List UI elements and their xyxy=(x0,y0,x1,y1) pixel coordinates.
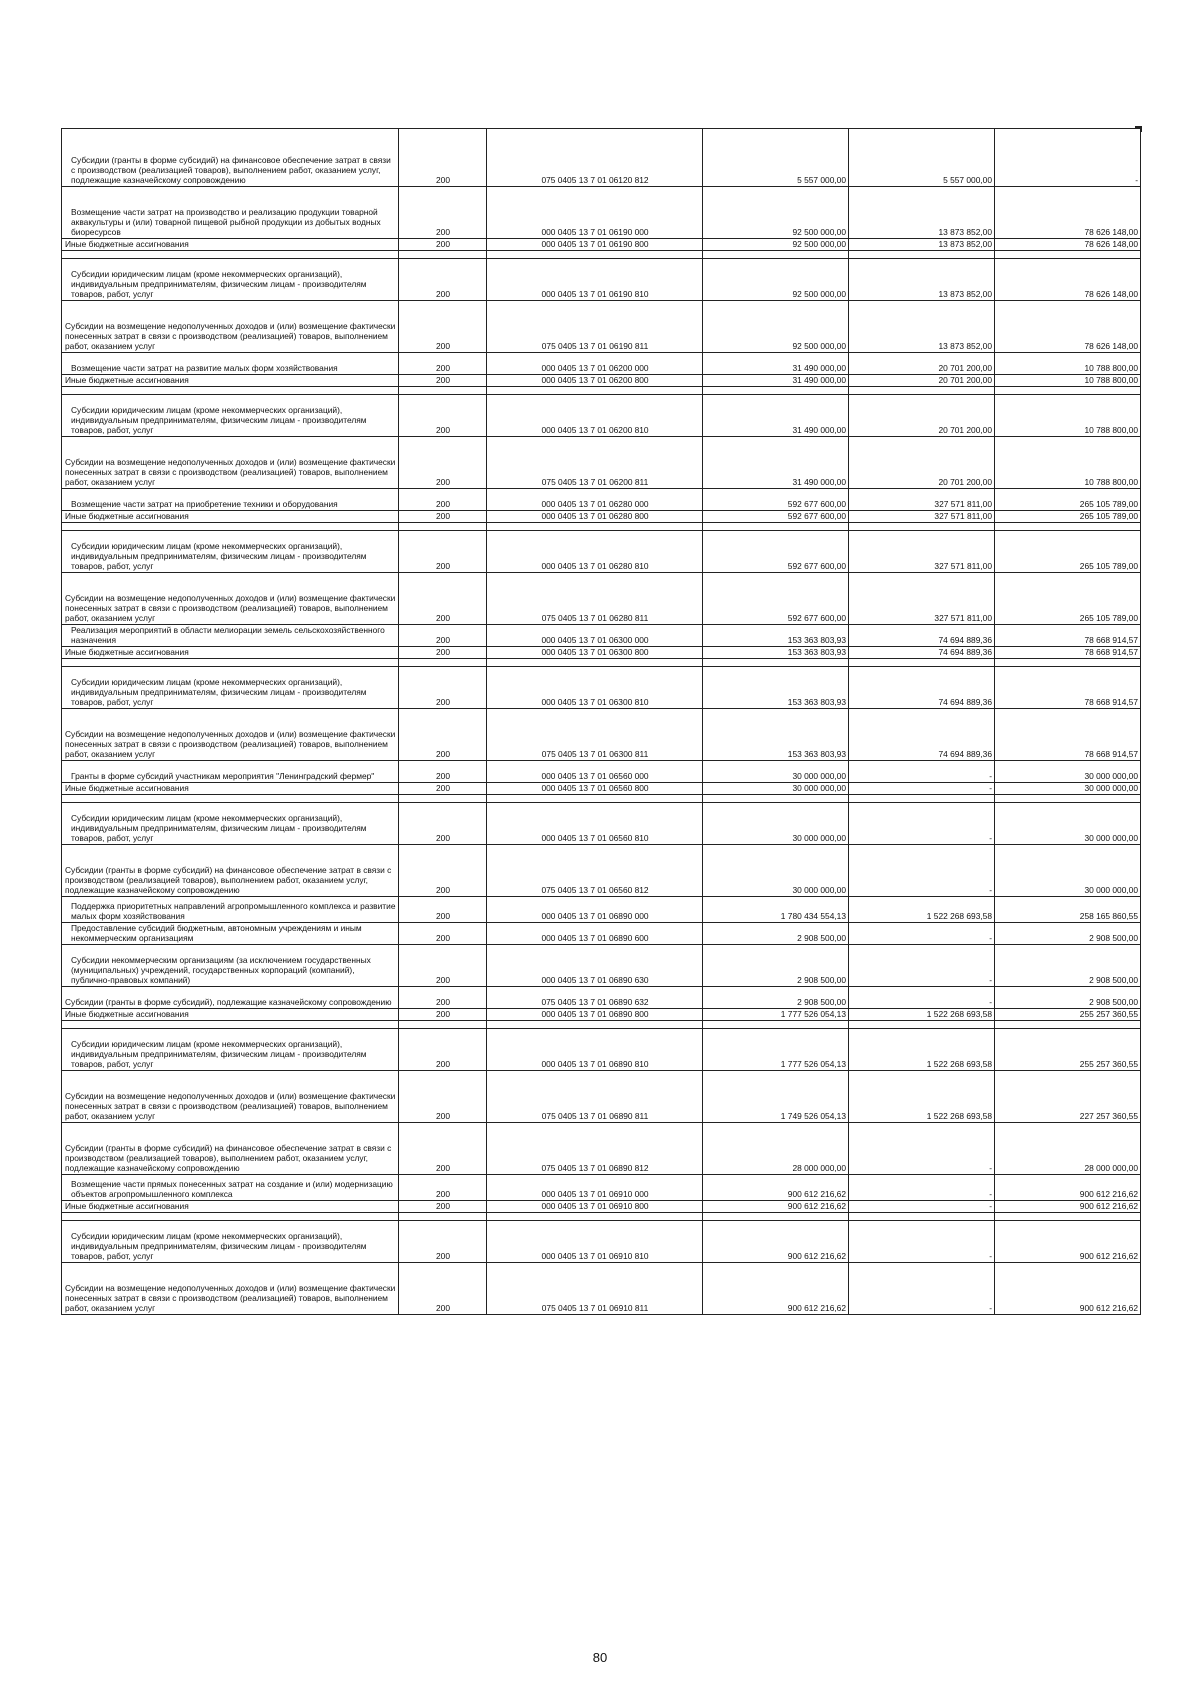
row-approved-amount: 592 677 600,00 xyxy=(703,511,849,523)
row-spacer xyxy=(62,1021,1141,1029)
row-executed-amount: 13 873 852,00 xyxy=(849,239,995,251)
row-code: 200 xyxy=(399,897,487,923)
row-spacer xyxy=(62,523,1141,531)
row-name: Иные бюджетные ассигнования xyxy=(62,375,399,387)
table-row xyxy=(62,437,1141,489)
row-code: 200 xyxy=(399,1029,487,1071)
row-unexecuted-amount: 10 788 800,00 xyxy=(995,375,1141,387)
row-budget-classification-code: 075 0405 13 7 01 06190 811 xyxy=(487,301,703,353)
row-approved-amount: 30 000 000,00 xyxy=(703,783,849,795)
row-budget-classification-code: 000 0405 13 7 01 06190 810 xyxy=(487,259,703,301)
row-budget-classification-code: 075 0405 13 7 01 06890 632 xyxy=(487,987,703,1009)
row-executed-amount: - xyxy=(849,1263,995,1315)
spacer-cell xyxy=(995,795,1141,803)
row-name: Иные бюджетные ассигнования xyxy=(62,511,399,523)
row-code: 200 xyxy=(399,1263,487,1315)
spacer-cell xyxy=(399,795,487,803)
row-executed-amount: - xyxy=(849,987,995,1009)
row-executed-amount: - xyxy=(849,1123,995,1175)
budget-sheet xyxy=(61,128,1140,1315)
row-code: 200 xyxy=(399,1175,487,1201)
row-code: 200 xyxy=(399,1201,487,1213)
spacer-cell xyxy=(399,1213,487,1221)
table-row xyxy=(62,301,1141,353)
row-executed-amount: 327 571 811,00 xyxy=(849,531,995,573)
table-corner-mark xyxy=(1135,126,1142,132)
row-code: 200 xyxy=(399,987,487,1009)
row-code: 200 xyxy=(399,531,487,573)
row-unexecuted-amount: 265 105 789,00 xyxy=(995,511,1141,523)
row-executed-amount: - xyxy=(849,945,995,987)
spacer-cell xyxy=(62,1213,399,1221)
row-budget-classification-code: 075 0405 13 7 01 06910 811 xyxy=(487,1263,703,1315)
row-budget-classification-code: 000 0405 13 7 01 06300 800 xyxy=(487,647,703,659)
row-name: Субсидии юридическим лицам (кроме некоммерческих организаций), индивидуальным предпринимателям, физическим лицам - производителям товаров, работ, услуг xyxy=(62,667,399,709)
row-code: 200 xyxy=(399,667,487,709)
row-name: Возмещение части прямых понесенных затрат на создание и (или) модернизацию объектов агропромышленного комплекса xyxy=(62,1175,399,1201)
row-code: 200 xyxy=(399,259,487,301)
row-approved-amount: 2 908 500,00 xyxy=(703,987,849,1009)
row-executed-amount: - xyxy=(849,803,995,845)
row-approved-amount: 900 612 216,62 xyxy=(703,1175,849,1201)
row-approved-amount: 900 612 216,62 xyxy=(703,1201,849,1213)
row-unexecuted-amount: 30 000 000,00 xyxy=(995,803,1141,845)
row-name: Субсидии на возмещение недополученных доходов и (или) возмещение фактически понесенных затрат в связи с производством (реализацией) товаров, выполнением работ, оказанием услуг xyxy=(62,1071,399,1123)
row-unexecuted-amount: 227 257 360,55 xyxy=(995,1071,1141,1123)
row-executed-amount: 74 694 889,36 xyxy=(849,667,995,709)
row-executed-amount: 1 522 268 693,58 xyxy=(849,1029,995,1071)
spacer-cell xyxy=(487,659,703,667)
row-executed-amount: - xyxy=(849,1201,995,1213)
row-code: 200 xyxy=(399,511,487,523)
row-spacer xyxy=(62,1213,1141,1221)
spacer-cell xyxy=(487,251,703,259)
row-approved-amount: 1 777 526 054,13 xyxy=(703,1029,849,1071)
table-row xyxy=(62,1263,1141,1315)
table-row xyxy=(62,489,1141,511)
row-code: 200 xyxy=(399,845,487,897)
spacer-cell xyxy=(703,659,849,667)
row-unexecuted-amount: 78 626 148,00 xyxy=(995,239,1141,251)
row-executed-amount: 1 522 268 693,58 xyxy=(849,1071,995,1123)
row-code: 200 xyxy=(399,187,487,239)
row-budget-classification-code: 000 0405 13 7 01 06560 810 xyxy=(487,803,703,845)
row-approved-amount: 1 749 526 054,13 xyxy=(703,1071,849,1123)
spacer-cell xyxy=(995,523,1141,531)
row-unexecuted-amount: 2 908 500,00 xyxy=(995,987,1141,1009)
row-budget-classification-code: 075 0405 13 7 01 06560 812 xyxy=(487,845,703,897)
page-number: 80 xyxy=(592,1650,608,1665)
table-row xyxy=(62,395,1141,437)
row-executed-amount: 13 873 852,00 xyxy=(849,187,995,239)
table-row xyxy=(62,1175,1141,1201)
spacer-cell xyxy=(849,795,995,803)
row-budget-classification-code: 000 0405 13 7 01 06280 810 xyxy=(487,531,703,573)
row-unexecuted-amount: 265 105 789,00 xyxy=(995,573,1141,625)
row-code: 200 xyxy=(399,1009,487,1021)
row-name: Субсидии юридическим лицам (кроме некоммерческих организаций), индивидуальным предпринимателям, физическим лицам - производителям товаров, работ, услуг xyxy=(62,395,399,437)
row-code: 200 xyxy=(399,489,487,511)
row-name: Субсидии на возмещение недополученных доходов и (или) возмещение фактически понесенных затрат в связи с производством (реализацией) товаров, выполнением работ, оказанием услуг xyxy=(62,1263,399,1315)
row-name: Субсидии на возмещение недополученных доходов и (или) возмещение фактически понесенных затрат в связи с производством (реализацией) товаров, выполнением работ, оказанием услуг xyxy=(62,709,399,761)
table-row xyxy=(62,1221,1141,1263)
row-unexecuted-amount: 78 626 148,00 xyxy=(995,301,1141,353)
table-row xyxy=(62,573,1141,625)
table-row xyxy=(62,1123,1141,1175)
row-budget-classification-code: 000 0405 13 7 01 06190 800 xyxy=(487,239,703,251)
row-code: 200 xyxy=(399,129,487,187)
table-row xyxy=(62,987,1141,1009)
spacer-cell xyxy=(703,387,849,395)
row-unexecuted-amount: 30 000 000,00 xyxy=(995,761,1141,783)
spacer-cell xyxy=(995,1213,1141,1221)
row-name: Поддержка приоритетных направлений агропромышленного комплекса и развитие малых форм хозяйствования xyxy=(62,897,399,923)
row-code: 200 xyxy=(399,761,487,783)
row-unexecuted-amount: 265 105 789,00 xyxy=(995,531,1141,573)
row-name: Гранты в форме субсидий участникам мероприятия "Ленинградский фермер" xyxy=(62,761,399,783)
spacer-cell xyxy=(995,387,1141,395)
spacer-cell xyxy=(62,387,399,395)
spacer-cell xyxy=(487,795,703,803)
row-executed-amount: 20 701 200,00 xyxy=(849,375,995,387)
row-unexecuted-amount: 10 788 800,00 xyxy=(995,353,1141,375)
row-approved-amount: 592 677 600,00 xyxy=(703,573,849,625)
row-unexecuted-amount: 900 612 216,62 xyxy=(995,1201,1141,1213)
row-name: Субсидии (гранты в форме субсидий), подлежащие казначейскому сопровождению xyxy=(62,987,399,1009)
row-approved-amount: 92 500 000,00 xyxy=(703,259,849,301)
row-name: Субсидии юридическим лицам (кроме некоммерческих организаций), индивидуальным предпринимателям, физическим лицам - производителям товаров, работ, услуг xyxy=(62,259,399,301)
spacer-cell xyxy=(849,659,995,667)
row-code: 200 xyxy=(399,625,487,647)
spacer-cell xyxy=(487,387,703,395)
row-executed-amount: 327 571 811,00 xyxy=(849,511,995,523)
spacer-cell xyxy=(62,523,399,531)
spacer-cell xyxy=(62,659,399,667)
table-row xyxy=(62,1071,1141,1123)
row-spacer xyxy=(62,251,1141,259)
row-name: Иные бюджетные ассигнования xyxy=(62,239,399,251)
row-executed-amount: 20 701 200,00 xyxy=(849,353,995,375)
table-row xyxy=(62,845,1141,897)
table-row xyxy=(62,353,1141,375)
budget-execution-table xyxy=(61,128,1141,1315)
row-code: 200 xyxy=(399,239,487,251)
table-row xyxy=(62,803,1141,845)
row-budget-classification-code: 000 0405 13 7 01 06890 600 xyxy=(487,923,703,945)
row-approved-amount: 900 612 216,62 xyxy=(703,1221,849,1263)
table-row xyxy=(62,945,1141,987)
spacer-cell xyxy=(399,659,487,667)
row-budget-classification-code: 000 0405 13 7 01 06200 000 xyxy=(487,353,703,375)
row-spacer xyxy=(62,795,1141,803)
row-code: 200 xyxy=(399,395,487,437)
spacer-cell xyxy=(849,523,995,531)
row-executed-amount: 74 694 889,36 xyxy=(849,647,995,659)
row-approved-amount: 92 500 000,00 xyxy=(703,239,849,251)
row-name: Субсидии на возмещение недополученных доходов и (или) возмещение фактически понесенных затрат в связи с производством (реализацией) товаров, выполнением работ, оказанием услуг xyxy=(62,437,399,489)
row-budget-classification-code: 000 0405 13 7 01 06910 000 xyxy=(487,1175,703,1201)
spacer-cell xyxy=(703,523,849,531)
row-budget-classification-code: 000 0405 13 7 01 06890 630 xyxy=(487,945,703,987)
table-row xyxy=(62,1009,1141,1021)
row-name: Субсидии на возмещение недополученных доходов и (или) возмещение фактически понесенных затрат в связи с производством (реализацией) товаров, выполнением работ, оказанием услуг xyxy=(62,301,399,353)
row-approved-amount: 153 363 803,93 xyxy=(703,647,849,659)
row-budget-classification-code: 000 0405 13 7 01 06190 000 xyxy=(487,187,703,239)
row-executed-amount: - xyxy=(849,923,995,945)
spacer-cell xyxy=(487,523,703,531)
table-row xyxy=(62,511,1141,523)
row-name: Иные бюджетные ассигнования xyxy=(62,783,399,795)
table-row xyxy=(62,375,1141,387)
row-unexecuted-amount: 265 105 789,00 xyxy=(995,489,1141,511)
row-unexecuted-amount: 258 165 860,55 xyxy=(995,897,1141,923)
row-code: 200 xyxy=(399,301,487,353)
row-approved-amount: 28 000 000,00 xyxy=(703,1123,849,1175)
spacer-cell xyxy=(995,251,1141,259)
row-budget-classification-code: 075 0405 13 7 01 06280 811 xyxy=(487,573,703,625)
row-executed-amount: 20 701 200,00 xyxy=(849,395,995,437)
row-unexecuted-amount: 78 668 914,57 xyxy=(995,667,1141,709)
row-name: Субсидии юридическим лицам (кроме некоммерческих организаций), индивидуальным предпринимателям, физическим лицам - производителям товаров, работ, услуг xyxy=(62,803,399,845)
row-name: Возмещение части затрат на развитие малых форм хозяйствования xyxy=(62,353,399,375)
row-code: 200 xyxy=(399,783,487,795)
row-unexecuted-amount: 78 626 148,00 xyxy=(995,259,1141,301)
table-row xyxy=(62,239,1141,251)
row-budget-classification-code: 000 0405 13 7 01 06300 810 xyxy=(487,667,703,709)
row-approved-amount: 900 612 216,62 xyxy=(703,1263,849,1315)
table-row xyxy=(62,647,1141,659)
spacer-cell xyxy=(487,1213,703,1221)
row-executed-amount: 13 873 852,00 xyxy=(849,259,995,301)
row-unexecuted-amount: 78 668 914,57 xyxy=(995,709,1141,761)
row-name: Реализация мероприятий в области мелиорации земель сельскохозяйственного назначения xyxy=(62,625,399,647)
row-unexecuted-amount: 900 612 216,62 xyxy=(995,1221,1141,1263)
spacer-cell xyxy=(399,523,487,531)
row-approved-amount: 153 363 803,93 xyxy=(703,709,849,761)
row-budget-classification-code: 075 0405 13 7 01 06120 812 xyxy=(487,129,703,187)
row-approved-amount: 31 490 000,00 xyxy=(703,437,849,489)
row-executed-amount: 13 873 852,00 xyxy=(849,301,995,353)
row-executed-amount: - xyxy=(849,1221,995,1263)
table-row xyxy=(62,897,1141,923)
row-budget-classification-code: 000 0405 13 7 01 06280 800 xyxy=(487,511,703,523)
row-approved-amount: 5 557 000,00 xyxy=(703,129,849,187)
row-unexecuted-amount: 78 626 148,00 xyxy=(995,187,1141,239)
table-row xyxy=(62,709,1141,761)
row-name: Возмещение части затрат на приобретение техники и оборудования xyxy=(62,489,399,511)
row-code: 200 xyxy=(399,945,487,987)
row-budget-classification-code: 000 0405 13 7 01 06890 810 xyxy=(487,1029,703,1071)
spacer-cell xyxy=(703,251,849,259)
row-name: Субсидии юридическим лицам (кроме некоммерческих организаций), индивидуальным предпринимателям, физическим лицам - производителям товаров, работ, услуг xyxy=(62,1029,399,1071)
row-budget-classification-code: 000 0405 13 7 01 06300 000 xyxy=(487,625,703,647)
row-approved-amount: 31 490 000,00 xyxy=(703,375,849,387)
row-budget-classification-code: 000 0405 13 7 01 06280 000 xyxy=(487,489,703,511)
row-code: 200 xyxy=(399,1071,487,1123)
row-unexecuted-amount: 78 668 914,57 xyxy=(995,625,1141,647)
row-executed-amount: - xyxy=(849,845,995,897)
row-approved-amount: 30 000 000,00 xyxy=(703,845,849,897)
spacer-cell xyxy=(62,1021,399,1029)
row-executed-amount: 327 571 811,00 xyxy=(849,489,995,511)
row-spacer xyxy=(62,387,1141,395)
row-unexecuted-amount: 30 000 000,00 xyxy=(995,783,1141,795)
row-unexecuted-amount: 10 788 800,00 xyxy=(995,437,1141,489)
row-name: Иные бюджетные ассигнования xyxy=(62,1009,399,1021)
spacer-cell xyxy=(849,387,995,395)
spacer-cell xyxy=(487,1021,703,1029)
row-executed-amount: 1 522 268 693,58 xyxy=(849,897,995,923)
table-row xyxy=(62,667,1141,709)
row-name: Субсидии (гранты в форме субсидий) на финансовое обеспечение затрат в связи с производством (реализацией товаров), выполнением работ, оказанием услуг, подлежащие казначейскому сопровождению xyxy=(62,845,399,897)
row-unexecuted-amount: 900 612 216,62 xyxy=(995,1175,1141,1201)
row-approved-amount: 31 490 000,00 xyxy=(703,353,849,375)
row-executed-amount: - xyxy=(849,1175,995,1201)
row-executed-amount: 1 522 268 693,58 xyxy=(849,1009,995,1021)
table-row xyxy=(62,129,1141,187)
row-code: 200 xyxy=(399,709,487,761)
spacer-cell xyxy=(62,251,399,259)
row-executed-amount: - xyxy=(849,783,995,795)
row-name: Субсидии юридическим лицам (кроме некоммерческих организаций), индивидуальным предпринимателям, физическим лицам - производителям товаров, работ, услуг xyxy=(62,531,399,573)
row-code: 200 xyxy=(399,1123,487,1175)
row-approved-amount: 31 490 000,00 xyxy=(703,395,849,437)
row-name: Субсидии некоммерческим организациям (за исключением государственных (муниципальных) учреждений, государственных корпораций (компаний), публично-правовых компаний) xyxy=(62,945,399,987)
row-unexecuted-amount: 78 668 914,57 xyxy=(995,647,1141,659)
row-code: 200 xyxy=(399,437,487,489)
row-unexecuted-amount: 255 257 360,55 xyxy=(995,1029,1141,1071)
row-unexecuted-amount: 2 908 500,00 xyxy=(995,945,1141,987)
row-budget-classification-code: 000 0405 13 7 01 06560 000 xyxy=(487,761,703,783)
table-row xyxy=(62,1029,1141,1071)
spacer-cell xyxy=(62,795,399,803)
row-unexecuted-amount: 30 000 000,00 xyxy=(995,845,1141,897)
row-budget-classification-code: 000 0405 13 7 01 06910 810 xyxy=(487,1221,703,1263)
spacer-cell xyxy=(703,1213,849,1221)
row-approved-amount: 592 677 600,00 xyxy=(703,531,849,573)
row-unexecuted-amount: 2 908 500,00 xyxy=(995,923,1141,945)
row-approved-amount: 92 500 000,00 xyxy=(703,187,849,239)
row-code: 200 xyxy=(399,353,487,375)
row-name: Возмещение части затрат на производство и реализацию продукции товарной аквакультуры и (или) товарной пищевой рыбной продукции из добытых водных биоресурсов xyxy=(62,187,399,239)
row-unexecuted-amount: 28 000 000,00 xyxy=(995,1123,1141,1175)
row-name: Субсидии юридическим лицам (кроме некоммерческих организаций), индивидуальным предпринимателям, физическим лицам - производителям товаров, работ, услуг xyxy=(62,1221,399,1263)
spacer-cell xyxy=(703,795,849,803)
row-approved-amount: 153 363 803,93 xyxy=(703,667,849,709)
row-budget-classification-code: 000 0405 13 7 01 06200 800 xyxy=(487,375,703,387)
row-approved-amount: 1 777 526 054,13 xyxy=(703,1009,849,1021)
row-spacer xyxy=(62,659,1141,667)
row-code: 200 xyxy=(399,573,487,625)
table-body xyxy=(62,129,1141,1315)
row-approved-amount: 92 500 000,00 xyxy=(703,301,849,353)
row-name: Предоставление субсидий бюджетным, автономным учреждениям и иным некоммерческим организациям xyxy=(62,923,399,945)
spacer-cell xyxy=(849,1213,995,1221)
row-unexecuted-amount: 255 257 360,55 xyxy=(995,1009,1141,1021)
row-code: 200 xyxy=(399,923,487,945)
spacer-cell xyxy=(399,387,487,395)
table-row xyxy=(62,761,1141,783)
table-row xyxy=(62,259,1141,301)
row-name: Субсидии на возмещение недополученных доходов и (или) возмещение фактически понесенных затрат в связи с производством (реализацией) товаров, выполнением работ, оказанием услуг xyxy=(62,573,399,625)
spacer-cell xyxy=(849,1021,995,1029)
row-unexecuted-amount: 900 612 216,62 xyxy=(995,1263,1141,1315)
row-budget-classification-code: 075 0405 13 7 01 06890 812 xyxy=(487,1123,703,1175)
row-approved-amount: 30 000 000,00 xyxy=(703,803,849,845)
table-row xyxy=(62,1201,1141,1213)
row-code: 200 xyxy=(399,1221,487,1263)
row-approved-amount: 2 908 500,00 xyxy=(703,945,849,987)
row-executed-amount: 5 557 000,00 xyxy=(849,129,995,187)
spacer-cell xyxy=(849,251,995,259)
row-executed-amount: 327 571 811,00 xyxy=(849,573,995,625)
row-budget-classification-code: 000 0405 13 7 01 06200 810 xyxy=(487,395,703,437)
row-executed-amount: 74 694 889,36 xyxy=(849,709,995,761)
row-approved-amount: 30 000 000,00 xyxy=(703,761,849,783)
row-approved-amount: 1 780 434 554,13 xyxy=(703,897,849,923)
row-executed-amount: 74 694 889,36 xyxy=(849,625,995,647)
row-budget-classification-code: 000 0405 13 7 01 06890 800 xyxy=(487,1009,703,1021)
spacer-cell xyxy=(703,1021,849,1029)
spacer-cell xyxy=(399,251,487,259)
row-approved-amount: 592 677 600,00 xyxy=(703,489,849,511)
table-row xyxy=(62,625,1141,647)
row-approved-amount: 2 908 500,00 xyxy=(703,923,849,945)
row-name: Субсидии (гранты в форме субсидий) на финансовое обеспечение затрат в связи с производством (реализацией товаров), выполнением работ, оказанием услуг, подлежащие казначейскому сопровождению xyxy=(62,129,399,187)
table-row xyxy=(62,923,1141,945)
spacer-cell xyxy=(995,1021,1141,1029)
row-executed-amount: - xyxy=(849,761,995,783)
row-unexecuted-amount: - xyxy=(995,129,1141,187)
row-budget-classification-code: 075 0405 13 7 01 06890 811 xyxy=(487,1071,703,1123)
table-row xyxy=(62,531,1141,573)
spacer-cell xyxy=(995,659,1141,667)
row-name: Иные бюджетные ассигнования xyxy=(62,647,399,659)
row-name: Иные бюджетные ассигнования xyxy=(62,1201,399,1213)
spacer-cell xyxy=(399,1021,487,1029)
row-unexecuted-amount: 10 788 800,00 xyxy=(995,395,1141,437)
row-executed-amount: 20 701 200,00 xyxy=(849,437,995,489)
table-row xyxy=(62,783,1141,795)
table-row xyxy=(62,187,1141,239)
row-name: Субсидии (гранты в форме субсидий) на финансовое обеспечение затрат в связи с производством (реализацией товаров), выполнением работ, оказанием услуг, подлежащие казначейскому сопровождению xyxy=(62,1123,399,1175)
row-budget-classification-code: 000 0405 13 7 01 06560 800 xyxy=(487,783,703,795)
row-code: 200 xyxy=(399,375,487,387)
row-budget-classification-code: 000 0405 13 7 01 06890 000 xyxy=(487,897,703,923)
row-approved-amount: 153 363 803,93 xyxy=(703,625,849,647)
row-code: 200 xyxy=(399,647,487,659)
row-budget-classification-code: 075 0405 13 7 01 06200 811 xyxy=(487,437,703,489)
row-budget-classification-code: 075 0405 13 7 01 06300 811 xyxy=(487,709,703,761)
row-budget-classification-code: 000 0405 13 7 01 06910 800 xyxy=(487,1201,703,1213)
row-code: 200 xyxy=(399,803,487,845)
